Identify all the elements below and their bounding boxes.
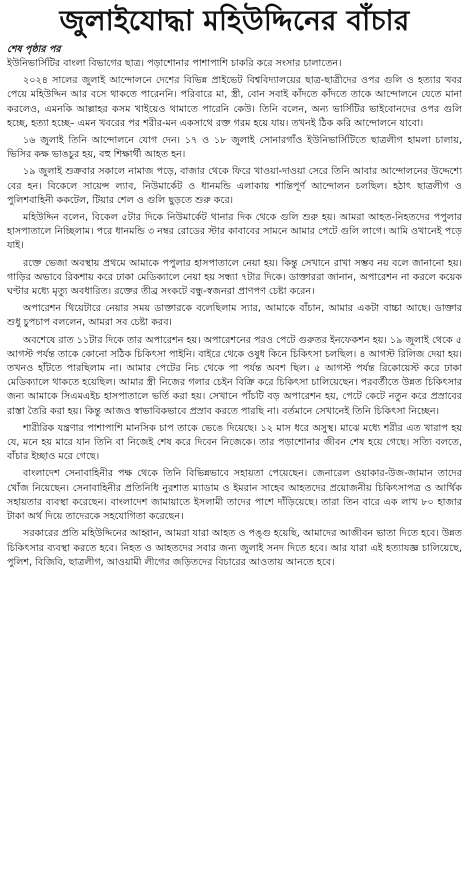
- article-paragraph: ইউনিভার্সিটির বাংলা বিভাগের ছাত্র। পড়াশোনার পাশাপাশি চাকরি করে সংসার চালাতেন।: [7, 58, 342, 69]
- article-paragraph: ১৯ জুলাই শুক্রবার সকালে নামাজ পড়ে, বাজার থেকে ফিরে খাওয়া-দাওয়া সেরে তিনি আবার আন্দোলনের উদ্দেশ্যে বের হন। বিকেলে সায়েন্স ল্যাব, নিউমার্কেট ও ধানমন্ডি এলাকায় শান্তিপূর্ণ আন্দোলন চলছিল। হঠাৎ ছাত্রলীগ ও পুলিশবাহিনী ককটেল, টিয়ার শেল ও গুলি ছুড়তে শুরু করে।: [7, 166, 462, 206]
- article-headline: জুলাইযোদ্ধা মহিউদ্দিনের বাঁচার: [59, 4, 410, 37]
- article-paragraph: অবশেষে রাত ১১টার দিকে তার অপারেশন হয়। অপারেশনের পরও পেটে গুরুতর ইনফেকশন হয়। ১৯ জুলাই থেকে ৫ আগস্ট পর্যন্ত তাকে কোনো সঠিক চিকিৎসা পাইনি। বাইরে থেকে ওষুধ কিনে চিকিৎসা চলছিল। ৪ আগস্ট রিলিজ দেয়া হয়। তখনও হাঁটতে পারছিলাম না। আমার পেটের নিচ থেকে পা পর্যন্ত অবশ ছিল। ৫ আগস্ট পর্যন্ত রিকোয়েস্ট করে ঢাকা মেডিক্যালে থাকতে হয়েছিল। আমার স্ত্রী নিজের গলার চেইন বিক্রি করে চিকিৎসা চালিয়েছেন। পরবর্তীতে উন্নত চিকিৎসার জন্য আমাকে সিএমএইচ হাসপাতালে ভর্তি করা হয়। সেখানে পাঁচটি বড় অপারেশন হয়, পেটে কেটে নতুন করে প্রস্রাবের রাস্তা তৈরি করা হয়। কিন্তু আজও স্বাভাবিকভাবে প্রস্রাব করতে পারছি না। বর্তমানে সেখানেই তিনি চিকিৎসা নিচ্ছেন।: [7, 334, 462, 417]
- article-paragraph: রক্তে ভেজা অবস্থায় প্রথমে আমাকে পপুলার হাসপাতালে নেয়া হয়। কিন্তু সেখানে রাখা সম্ভব নয় বলে জানানো হয়। গাড়ির অভাবে রিকশায় করে ঢাকা মেডিক্যালে নেয়া হয় সন্ধ্যা ৭টার দিকে। ডাক্তাররা জানান, অপারেশন না করলে কয়েক ঘণ্টার মধ্যে মৃত্যু অবধারিত। রক্তের তীব্র সংকটে বন্ধু-স্বজনরা প্রাণপণ চেষ্টা করেন।: [7, 257, 462, 298]
- article-paragraph: ২০২৪ সালের জুলাই আন্দোলনে দেশের বিভিন্ন প্রাইভেট বিশ্ববিদ্যালয়ের ছাত্র-ছাত্রীদের ওপর গুলি ও হত্যার খবর পেয়ে মহিউদ্দিন আর বসে থাকতে পারেননি। পরিবারে মা, স্ত্রী, বোন সবাই কাঁদতে কাঁদতে তাকে আন্দোলনে যেতে মানা করলেও, এমনকি আল্লাহর কসম খাইয়েও থামাতে পারেনি কেউ। তিনি বলেন, অন্য ভার্সিটির ভাইবোনদের ওপর গুলি হচ্ছে, হত্যা হচ্ছে– এমন খবরের পর শরীর-মন একসাথে রক্ত গরম হয়ে যায়। তখনই ঠিক করি আন্দোলনে যাবো।: [7, 75, 462, 129]
- article-paragraph: বাংলাদেশ সেনাবাহিনীর পক্ষ থেকে তিনি বিভিন্নভাবে সহায়তা পেয়েছেন। জেনারেল ওয়াকার-উজ-জামান তাদের খোঁজ নিয়েছেন। সেনাবাহিনীর প্রতিনিধি নুরশাত ম্যাডাম ও ইমরান সাহেব আহতদের প্রয়োজনীয় চিকিৎসাপত্র ও আর্থিক সহায়তার ব্যবস্থা করেছেন। বাংলাদেশ জামায়াতে ইসলামী তাদের পাশে দাঁড়িয়েছে। তারা তিন বারে এক লাখ ৮০ হাজার টাকা অর্থ দিয়ে তাদেরকে সহযোগিতা করেছেন।: [7, 468, 462, 523]
- article-paragraph: অপারেশন থিয়েটারে নেয়ার সময় ডাক্তারকে বলেছিলাম স্যার, আমাকে বাঁচান, আমার একটা বাচ্চা আছে। ডাক্তার শুধু চুপচাপ বললেন, আমরা সব চেষ্টা করব।: [7, 303, 462, 329]
- article-paragraph: সরকারের প্রতি মহিউদ্দিনের আহ্বান, আমরা যারা আহত ও পঙ্গু হয়েছি, আমাদের আজীবন ভাতা দিতে হবে। উন্নত চিকিৎসার ব্যবস্থা করতে হবে। নিহত ও আহতদের সবার জন্য জুলাই সনদ দিতে হবে। আর যারা এই হত্যাযজ্ঞ চালিয়েছে, পুলিশ, বিজিবি, ছাত্রলীগ, আওয়ামী লীগের জড়িতদের বিচারের আওতায় আনতে হবে।: [7, 528, 462, 568]
- article-paragraph: ১৬ জুলাই তিনি আন্দোলনে যোগ দেন। ১৭ ও ১৮ জুলাই সোনারগাঁও ইউনিভার্সিটিতে ছাত্রলীগ হামলা চালায়, ভিসির কক্ষ ভাঙচুর হয়, বহু শিক্ষার্থী আহত হন।: [7, 135, 462, 161]
- continued-from-label: শেষ পৃষ্ঠার পর: [7, 44, 61, 55]
- article-paragraph: শারীরিক যন্ত্রণার পাশাপাশি মানসিক চাপ তাকে ভেঙে দিয়েছে। ১২ মাস ধরে অসুস্থ। মাঝে মধ্যে শরীর এত খারাপ হয় যে, মনে হয় মারে যান তিনি বা নিজেই শেষ করে দিবেন নিজেকে। তার পড়াশোনার জীবন শেষ হয়ে গেছে। সত্যি বলতে, বাঁচার ইচ্ছাও মরে গেছে।: [7, 422, 462, 463]
- article-paragraph: মহিউদ্দিন বলেন, বিকেল ৫টার দিকে নিউমার্কেট থানার দিক থেকে গুলি শুরু হয়। আমরা আহত-নিহতদের পপুলার হাসপাতালে নিচ্ছিলাম। পরে ধানমন্ডি ৩ নম্বর রোডের স্টার কাবাবের সামনে আমার পেটে গুলি লাগে। আমি ওখানেই পড়ে যাই।: [7, 212, 462, 252]
